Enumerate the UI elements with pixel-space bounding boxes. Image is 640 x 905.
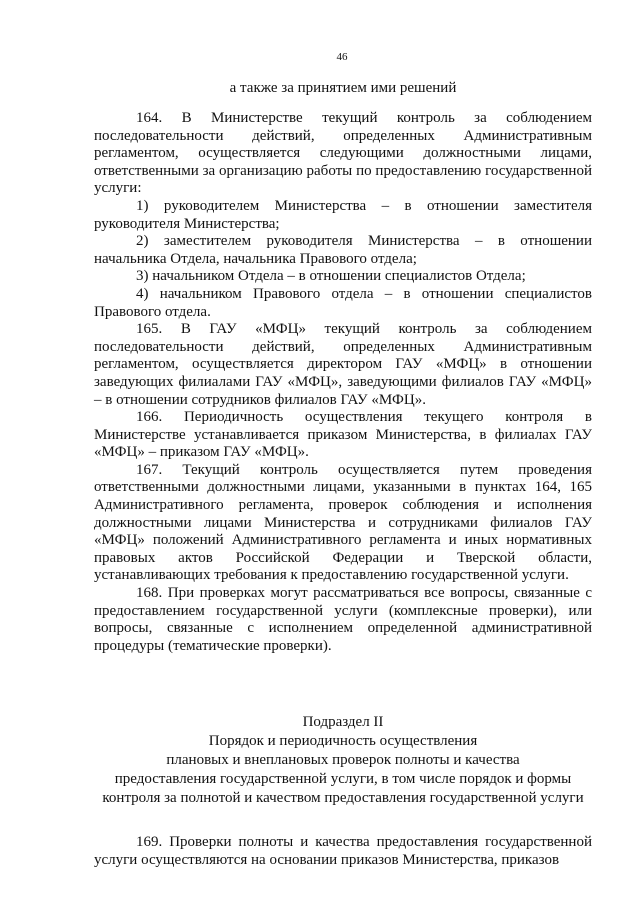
- paragraph-166: 166. Периодичность осуществления текущего контроля в Министерстве устанавливается приказом Министерства, в филиалах ГАУ «МФЦ» – приказом ГАУ «МФЦ».: [94, 409, 592, 461]
- subsection-line: Порядок и периодичность осуществления: [208, 733, 478, 750]
- subsection-title: Подраздел II: [302, 714, 384, 731]
- paragraph-167: 167. Текущий контроль осуществляется путем проведения ответственными должностными лицами, указанными в пунктах 164, 165 Административного регламента, проверок соблюдения и исполнения должностными лицами Министерства и сотрудниками филиалов ГАУ «МФЦ» положений Административного регламента и иных нормативных правовых актов Российской Федерации и Тверской области, устанавливающих требования к предоставлению государственной услуги.: [94, 461, 592, 584]
- subsection-line: контроля за полнотой и качеством предоставления государственной услуги: [102, 790, 584, 807]
- document-body: [94, 110, 592, 870]
- paragraph-168: 168. При проверках могут рассматриваться все вопросы, связанные с предоставлением государственной услуги (комплексные проверки), или вопросы, связанные с исполнением определенной административной процедуры (тематические проверки).: [94, 585, 592, 654]
- list-item-2: 2) заместителем руководителя Министерства – в отношении начальника Отдела, начальника Правового отдела;: [94, 233, 592, 267]
- list-item-4: 4) начальником Правового отдела – в отношении специалистов Правового отдела.: [94, 285, 592, 320]
- list-item-1: 1) руководителем Министерства – в отношении заместителя руководителя Министерства;: [94, 197, 592, 232]
- paragraph-165: 165. В ГАУ «МФЦ» текущий контроль за соблюдением последовательности действий, определенных Административным регламентом, осуществляется директором ГАУ «МФЦ» в отношении заведующих филиалами ГАУ «МФЦ», заведующими филиалов ГАУ «МФЦ» – в отношении сотрудников филиалов ГАУ «МФЦ».: [94, 321, 592, 408]
- paragraph-169: 169. Проверки полноты и качества предоставления государственной услуги осуществляются на основании приказов Министерства, приказов: [94, 834, 592, 868]
- list-item-3: 3) начальником Отдела – в отношении специалистов Отдела;: [136, 268, 526, 285]
- continuation-line: а также за принятием ими решений: [229, 80, 457, 96]
- subsection-line: плановых и внеплановых проверок полноты и качества: [166, 752, 520, 769]
- paragraph-164: 164. В Министерстве текущий контроль за соблюдением последовательности действий, определенных Административным регламентом, осуществляется следующими должностными лицами, ответственными за организацию работы по предоставлению государственной услуги:: [94, 110, 592, 197]
- subsection-heading: [94, 713, 592, 808]
- page-number: 46: [336, 51, 348, 63]
- subsection-line: предоставления государственной услуги, в том числе порядок и формы: [114, 771, 572, 788]
